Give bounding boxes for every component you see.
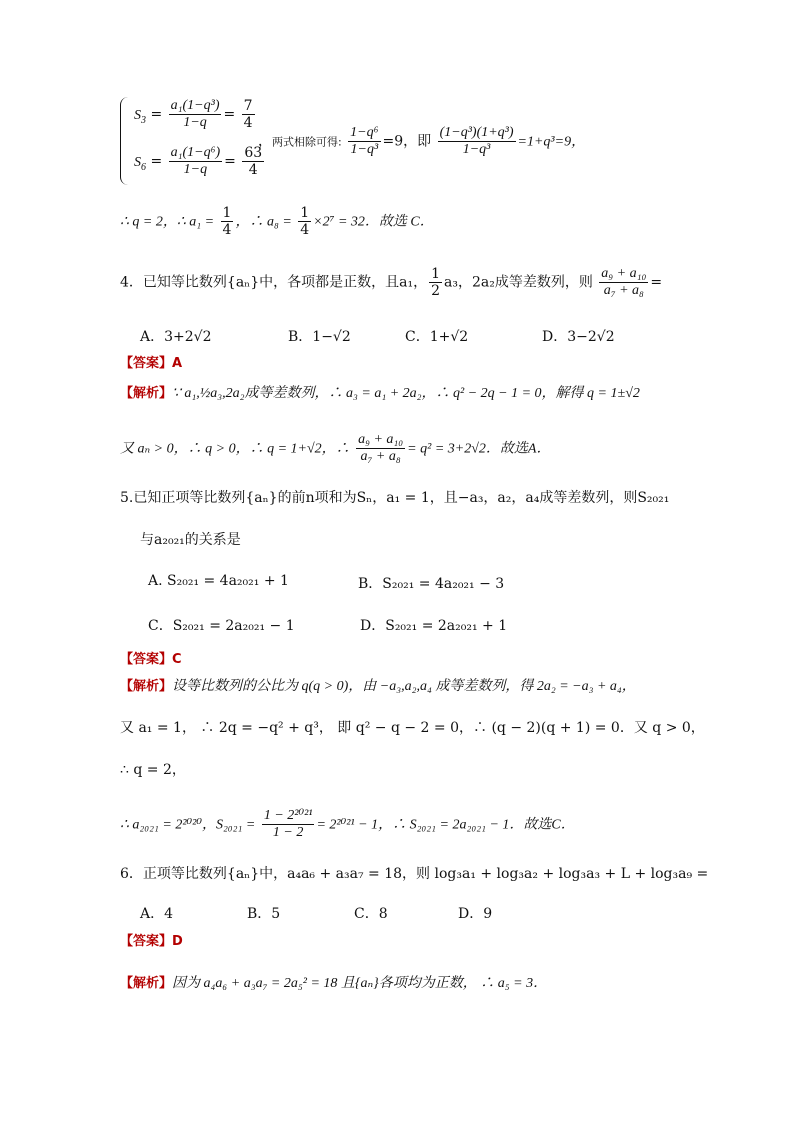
q5-analysis-2: 又 a₁ = 1， ∴ 2q = −q² + q³， 即 q² − q − 2 = 0，∴ (q − 2)(q + 1) = 0．又 q > 0，: [120, 720, 705, 736]
q5-answer: 【答案】C: [120, 652, 182, 667]
left-brace: [120, 97, 129, 185]
q6-option-b: B．5: [247, 906, 281, 922]
ratio-derivation: ，两式相除可得: $\frac{\text{1−q⁶}}{\text{1−q³}}$ =9，即 $\frac{\text{(1−q³)(1+q³)}}{\text{1−q³}}$ =1+q³=9，: [258, 125, 586, 158]
q6-answer: 【答案】D: [120, 934, 183, 949]
q4-analysis-2: 又 aₙ > 0，∴ q > 0，∴ q = 1+√2，∴ $\frac{\text{a₉ + a₁₀}}{\text{a₇ + a₈}}$ = q² = 3+2√2．故选A．: [120, 432, 551, 465]
q5-option-a: A. S₂₀₂₁ = 4a₂₀₂₁ + 1: [148, 573, 289, 589]
s6-equation: $S_6$ = $\frac{\text{a₁(1−q⁶)}}{1-q}$ = $\frac{63}{4}$: [134, 145, 263, 179]
q5-stem: 5.已知正项等比数列{aₙ}的前n项和为Sₙ，a₁ = 1，且−a₃，a₂，a₄成等差数列，则S₂₀₂₁: [120, 490, 670, 506]
q4-analysis-1: 【解析】∵ a₁,½a₃,2a₂成等差数列，∴ a₃ = a₁ + 2a₂，∴ q² − 2q − 1 = 0，解得 q = 1±√2: [120, 386, 640, 401]
q4-answer: 【答案】A: [120, 356, 183, 371]
q4-option-d: D．3−2√2: [542, 329, 615, 345]
q4-option-b: B．1−√2: [288, 329, 351, 345]
q5-analysis-3: ∴ q = 2，: [120, 762, 186, 778]
q4-stem: 4．已知等比数列{aₙ}中，各项都是正数，且a₁， $\frac{1}{2}$ a₃，2a₂成等差数列，则 $\frac{\text{a₉ + a₁₀}}{\text{a₇ + a₈}}$ =: [120, 266, 663, 300]
q6-option-d: D．9: [458, 906, 493, 922]
q4-option-c: C．1+√2: [405, 329, 469, 345]
q5-option-b: B．S₂₀₂₁ = 4a₂₀₂₁ − 3: [358, 576, 505, 592]
q5-stem-2: 与a₂₀₂₁的关系是: [140, 532, 241, 548]
q6-option-c: C．8: [354, 906, 388, 922]
q4-option-a: A．3+2√2: [140, 329, 212, 345]
q5-option-d: D．S₂₀₂₁ = 2a₂₀₂₁ + 1: [360, 618, 508, 634]
q5-option-c: C．S₂₀₂₁ = 2a₂₀₂₁ − 1: [148, 618, 295, 634]
q6-stem: 6．正项等比数列{aₙ}中，a₄a₆ + a₃a₇ = 18，则 log₃a₁ + log₃a₂ + log₃a₃ + L + log₃a₉ =: [120, 866, 709, 882]
q6-analysis-1: 【解析】因为 a₄a₆ + a₃a₇ = 2a₅² = 18 且{aₙ}各项均为正数， ∴ a₅ = 3．: [120, 976, 548, 991]
s3-equation: $S_3$ = $\frac{\text{a₁(1−q³)}}{1-q}$ = $\frac{7}{4}$: [134, 98, 253, 132]
q5-analysis-1: 【解析】设等比数列的公比为 q(q > 0)，由 −a₃,a₂,a₄ 成等差数列，得 2a₂ = −a₃ + a₄，: [120, 679, 636, 694]
q6-option-a: A．4: [140, 906, 174, 922]
prev-conclusion: ∴ q = 2，∴ a₁ = $\frac{1}{4}$ ，∴ a₈ = $\frac{1}{4}$ ×2⁷ = 32．故选 C．: [120, 205, 434, 239]
q5-analysis-4: ∴ a₂₀₂₁ = 2²⁰²⁰，S₂₀₂₁ = $\frac{\text{1 − 2²⁰²¹}}{1 - 2}$ = 2²⁰²¹ − 1，∴ S₂₀₂₁ = 2a₂₀₂₁ − 1．故选C．: [120, 808, 575, 841]
